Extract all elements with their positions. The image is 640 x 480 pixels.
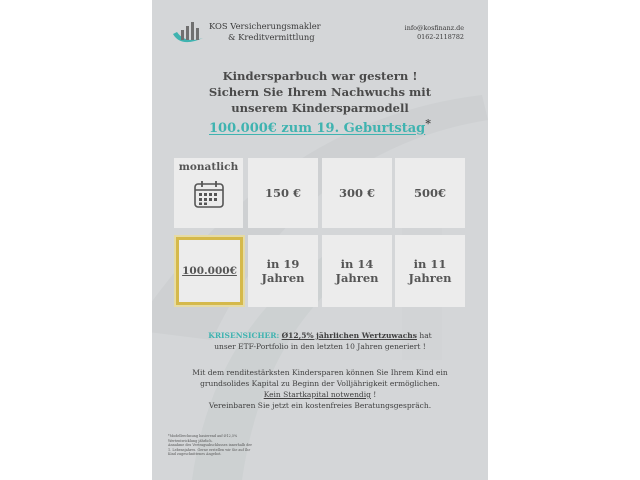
duration-19-line1: in 19 xyxy=(266,256,300,271)
headline-line2: Sichern Sie Ihrem Nachwuchs mit xyxy=(208,85,432,99)
calendar-icon xyxy=(193,179,225,209)
crisis-rate: Ø12,5% jährlichen Wertzuwachs xyxy=(281,331,417,340)
headline-accent: 100.000€ zum 19. Geburtstag xyxy=(209,120,426,136)
contact-phone[interactable]: 0162-2118782 xyxy=(417,32,464,41)
duration-11-line1: in 11 xyxy=(413,256,447,271)
headline-line3: unserem Kindersparmodell xyxy=(231,101,409,115)
flyer xyxy=(152,0,488,480)
body-text xyxy=(152,367,488,411)
duration-14-line2: Jahren xyxy=(335,271,379,285)
duration-cell-11 xyxy=(395,235,465,307)
headline xyxy=(152,68,488,137)
footnote-line4: 1. Lebensjahres. Gerne erstellen wir Sie auf Ihr xyxy=(168,447,251,452)
target-amount-cell xyxy=(176,237,243,305)
body-line1: Mit dem renditestärksten Kindersparen können Sie Ihrem Kind ein xyxy=(192,368,448,377)
headline-star: * xyxy=(425,117,431,130)
company-name xyxy=(209,21,321,43)
monthly-label: monatlich xyxy=(178,161,239,173)
footnote-line5: Kind zugeschnittenes Angebot. xyxy=(168,452,222,457)
footnote-line1: *Modellrechnung basierend auf Ø12,5% xyxy=(168,434,238,438)
crisis-line2: unser ETF-Portfolio in den letzten 10 Jahren generiert ! xyxy=(214,342,426,351)
contact-info xyxy=(405,24,464,41)
target-amount: 100.000€ xyxy=(182,264,237,277)
logo-bars-icon xyxy=(171,20,205,48)
crisis-text xyxy=(152,330,488,352)
duration-cell-19 xyxy=(248,235,318,307)
body-line3-end: ! xyxy=(370,390,377,399)
amount-500: 500€ xyxy=(413,185,446,200)
duration-11-line2: Jahren xyxy=(408,271,452,285)
duration-cell-14 xyxy=(322,235,392,307)
duration-19-line2: Jahren xyxy=(261,271,305,285)
body-line2: grundsolides Kapital zu Beginn der Volljährigkeit ermöglichen. xyxy=(200,379,440,388)
body-line3: Kein Startkapital notwendig xyxy=(263,390,371,399)
footnote xyxy=(168,434,288,457)
amount-300: 300 € xyxy=(338,185,375,200)
crisis-rest: hat xyxy=(419,331,432,340)
body-line4: Vereinbaren Sie jetzt ein kostenfreies Beratungsgespräch. xyxy=(208,401,432,410)
amount-cell-300 xyxy=(322,158,392,228)
headline-line1: Kindersparbuch war gestern ! xyxy=(222,69,418,83)
company-name-line2: & Kreditvermittlung xyxy=(228,32,315,42)
footnote-line3: Annahme des Vertragsabschlusses innerhalb der xyxy=(168,443,252,448)
monthly-label-cell xyxy=(174,158,243,228)
amount-cell-150 xyxy=(248,158,318,228)
duration-14-line1: in 14 xyxy=(340,256,374,271)
crisis-keyword: KRISENSICHER: xyxy=(208,331,280,340)
contact-email[interactable]: info@kosfinanz.de xyxy=(404,24,464,32)
company-name-line1: KOS Versicherungsmakler xyxy=(209,21,321,31)
amount-cell-500 xyxy=(395,158,465,228)
amount-150: 150 € xyxy=(264,185,301,200)
footnote-line2: Wertentwicklung jährlich. xyxy=(168,438,213,443)
